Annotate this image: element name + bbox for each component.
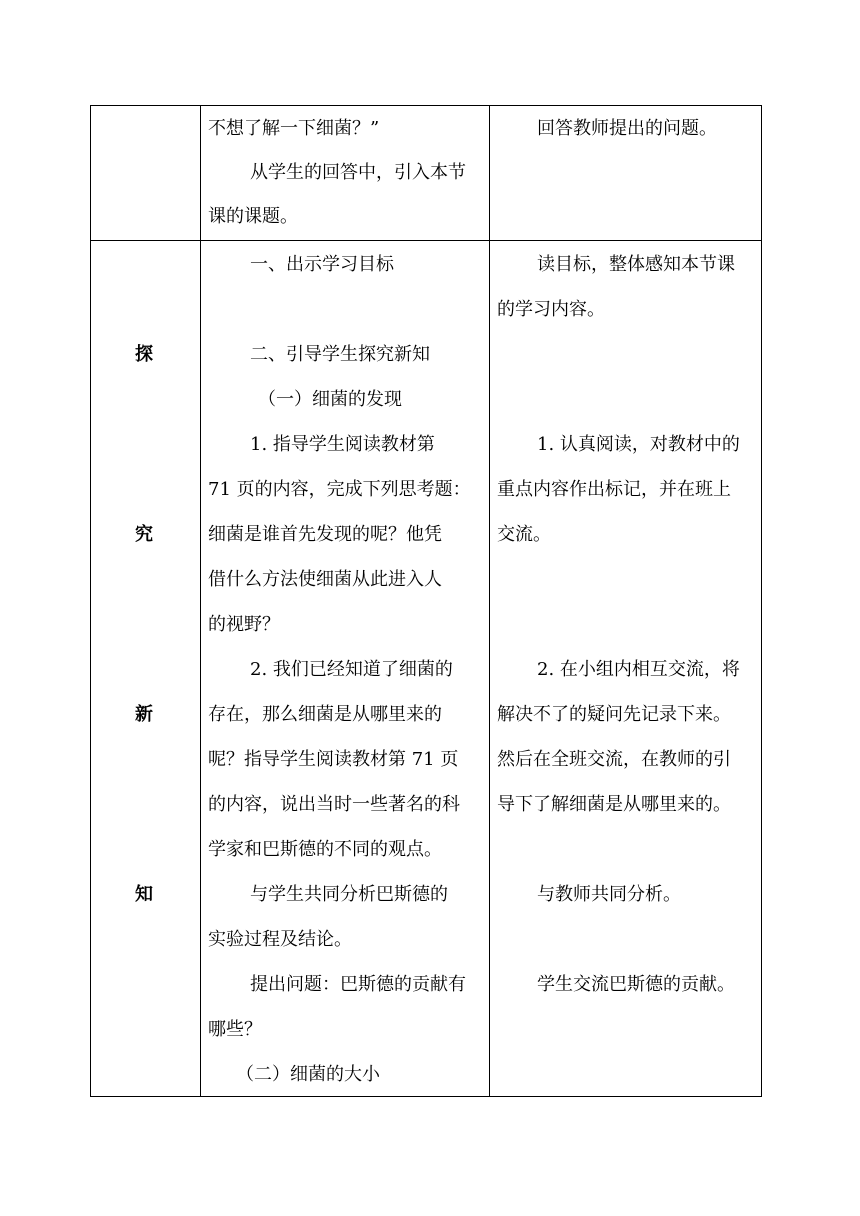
teacher-text: 课的课题。 bbox=[208, 206, 298, 227]
student-text: 解决不了的疑问先记录下来。 bbox=[497, 704, 731, 725]
teacher-text: 1. 指导学生阅读教材第 bbox=[250, 434, 435, 455]
teacher-text: 借什么方法使细菌从此进入人 bbox=[208, 569, 442, 590]
student-text: 重点内容作出标记，并在班上 bbox=[497, 479, 731, 500]
student-text: 2. 在小组内相互交流，将 bbox=[537, 659, 740, 680]
teacher-text: （二）细菌的大小 bbox=[236, 1064, 380, 1085]
student-text: 学生交流巴斯德的贡献。 bbox=[537, 974, 735, 995]
teacher-text: 学家和巴斯德的不同的观点。 bbox=[208, 839, 442, 860]
teacher-text: 细菌是谁首先发现的呢？他凭 bbox=[208, 524, 442, 545]
teacher-text: 哪些？ bbox=[208, 1019, 262, 1040]
student-text: 回答教师提出的问题。 bbox=[537, 118, 717, 139]
teacher-text: 从学生的回答中，引入本节 bbox=[250, 162, 466, 183]
teacher-text: 二、引导学生探究新知 bbox=[250, 344, 430, 365]
section-label-char: 新 bbox=[135, 704, 153, 725]
teacher-text: 71 页的内容，完成下列思考题： bbox=[208, 479, 471, 500]
student-text: 的学习内容。 bbox=[497, 299, 605, 320]
teacher-text: 的视野？ bbox=[208, 614, 280, 635]
teacher-text: 呢？指导学生阅读教材第 71 页 bbox=[208, 749, 459, 770]
teacher-text: （一）细菌的发现 bbox=[258, 389, 402, 410]
teacher-text: 的内容，说出当时一些著名的科 bbox=[208, 794, 460, 815]
row-divider bbox=[91, 240, 761, 241]
section-label-char: 究 bbox=[135, 524, 153, 545]
teacher-text: 存在，那么细菌是从哪里来的 bbox=[208, 704, 442, 725]
section-label-char: 知 bbox=[135, 884, 153, 905]
column-divider bbox=[489, 106, 490, 1096]
student-text: 与教师共同分析。 bbox=[537, 884, 681, 905]
student-text: 1. 认真阅读，对教材中的 bbox=[537, 434, 740, 455]
teacher-text: 不想了解一下细菌？” bbox=[208, 118, 380, 139]
student-text: 交流。 bbox=[497, 524, 551, 545]
student-text: 然后在全班交流，在教师的引 bbox=[497, 749, 731, 770]
section-label-char: 探 bbox=[135, 344, 153, 365]
teacher-text: 与学生共同分析巴斯德的 bbox=[250, 884, 448, 905]
teacher-text: 提出问题：巴斯德的贡献有 bbox=[250, 974, 466, 995]
student-text: 导下了解细菌是从哪里来的。 bbox=[497, 794, 731, 815]
teacher-text: 一、出示学习目标 bbox=[250, 254, 394, 275]
student-text: 读目标，整体感知本节课 bbox=[537, 254, 735, 275]
column-divider bbox=[200, 106, 201, 1096]
teacher-text: 实验过程及结论。 bbox=[208, 929, 352, 950]
teacher-text: 2. 我们已经知道了细菌的 bbox=[250, 659, 453, 680]
